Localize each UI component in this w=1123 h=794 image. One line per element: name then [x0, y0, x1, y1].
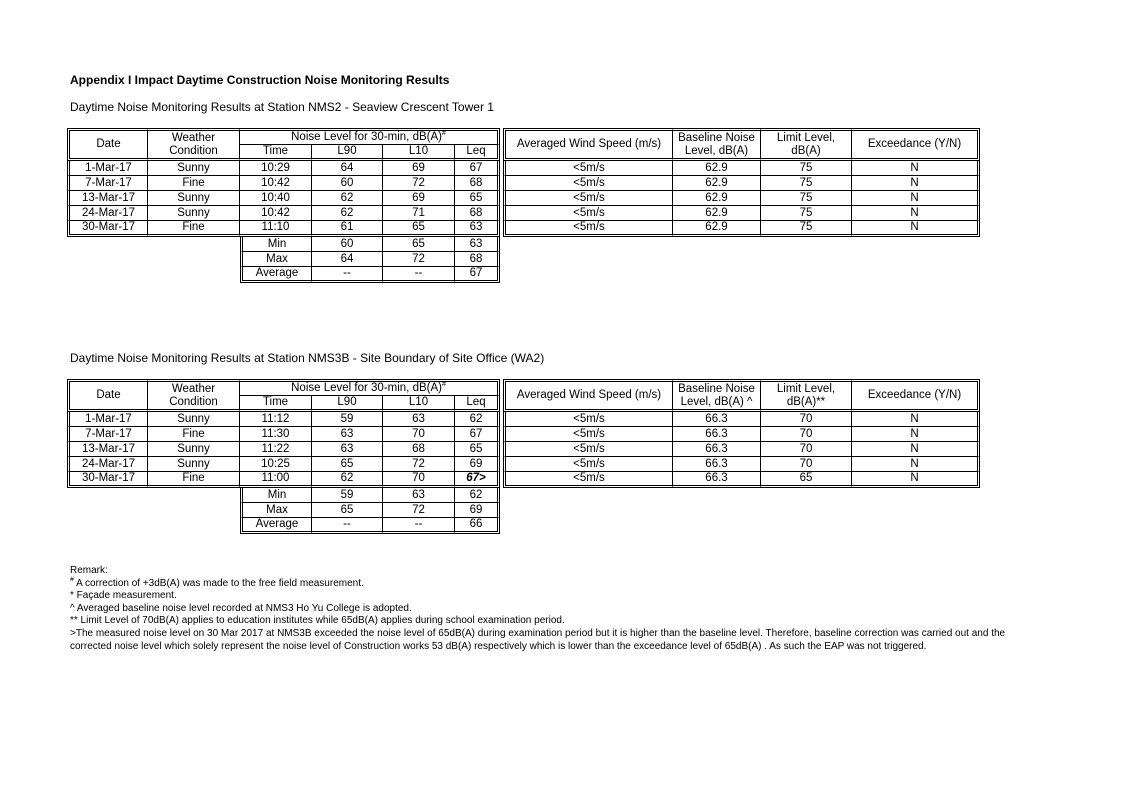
cell-leq: 69 [455, 503, 500, 518]
cell-wind: <5m/s [503, 472, 673, 488]
cell-weather: Sunny [148, 457, 240, 472]
cell-l10: 65 [383, 221, 455, 237]
header-l90: L90 [312, 145, 383, 161]
cell-limit: 75 [761, 221, 852, 237]
cell-weather: Fine [148, 472, 240, 488]
cell-time: 11:00 [240, 472, 312, 488]
cell-baseline: 66.3 [673, 427, 761, 442]
cell-limit: 75 [761, 161, 852, 176]
stats-row-max [67, 252, 980, 267]
cell-baseline: 62.9 [673, 176, 761, 191]
cell-exceed: N [852, 221, 980, 237]
cell-leq: 63 [455, 237, 500, 252]
cell-date: 7-Mar-17 [67, 176, 148, 191]
cell-limit: 65 [761, 472, 852, 488]
remark-facade: * Façade measurement. [70, 590, 177, 602]
cell-exceed: N [852, 161, 980, 176]
cell-l10: 72 [383, 176, 455, 191]
cell-l10: 71 [383, 206, 455, 221]
cell-limit: 70 [761, 427, 852, 442]
cell-wind: <5m/s [503, 191, 673, 206]
header-wind-speed: Averaged Wind Speed (m/s) [503, 379, 673, 412]
cell-leq: 67 [455, 161, 500, 176]
stats-row-min [67, 488, 980, 503]
cell-l10: 68 [383, 442, 455, 457]
cell-time: 11:22 [240, 442, 312, 457]
table-row [67, 206, 980, 221]
header-limit-line1: Limit Level, [761, 379, 852, 396]
cell-baseline: 66.3 [673, 457, 761, 472]
cell-leq: 66 [455, 518, 500, 534]
table-row [67, 221, 980, 237]
header-l10: L10 [383, 145, 455, 161]
cell-leq: 68 [455, 252, 500, 267]
cell-l10: 69 [383, 161, 455, 176]
header-weather-line2: Condition [148, 396, 240, 412]
cell-leq: 62 [455, 488, 500, 503]
header-exceedance: Exceedance (Y/N) [852, 128, 980, 161]
cell-weather: Sunny [148, 206, 240, 221]
remark-baseline: ^ Averaged baseline noise level recorded at NMS3 Ho Yu College is adopted. [70, 602, 412, 614]
stats-row-average [67, 267, 980, 283]
cell-weather: Sunny [148, 191, 240, 206]
cell-date: 7-Mar-17 [67, 427, 148, 442]
header-noise-level: Noise Level for 30-min, dB(A)# [240, 128, 500, 145]
cell-leq: 69 [455, 457, 500, 472]
cell-weather: Sunny [148, 161, 240, 176]
cell-date: 13-Mar-17 [67, 442, 148, 457]
cell-wind: <5m/s [503, 206, 673, 221]
table-row [67, 472, 980, 488]
cell-l90: 59 [312, 488, 383, 503]
cell-time: 11:10 [240, 221, 312, 237]
cell-l10: 70 [383, 427, 455, 442]
cell-l90: 63 [312, 442, 383, 457]
cell-l90: 62 [312, 206, 383, 221]
page-title: Appendix I Impact Daytime Construction Noise Monitoring Results [70, 73, 450, 87]
header-weather-line1: Weather [148, 128, 240, 145]
cell-weather: Fine [148, 427, 240, 442]
header-baseline-line1: Baseline Noise [673, 379, 761, 396]
cell-limit: 70 [761, 412, 852, 427]
header-baseline-line2: Level, dB(A) [673, 145, 761, 161]
cell-l10: 72 [383, 503, 455, 518]
cell-baseline: 62.9 [673, 221, 761, 237]
cell-time: 11:30 [240, 427, 312, 442]
cell-wind: <5m/s [503, 412, 673, 427]
header-baseline-line1: Baseline Noise [673, 128, 761, 145]
cell-l90: 62 [312, 472, 383, 488]
cell-limit: 75 [761, 176, 852, 191]
cell-leq: 67 [455, 267, 500, 283]
remark-limit-level: ** Limit Level of 70dB(A) applies to education institutes while 65dB(A) applies during school examination period. [70, 615, 565, 627]
header-exceedance: Exceedance (Y/N) [852, 379, 980, 412]
cell-l10: 72 [383, 252, 455, 267]
table-row [67, 442, 980, 457]
stats-row-max [67, 503, 980, 518]
cell-baseline: 66.3 [673, 472, 761, 488]
cell-wind: <5m/s [503, 176, 673, 191]
cell-l10: -- [383, 267, 455, 283]
cell-0: Min [240, 488, 312, 503]
table-row [67, 427, 980, 442]
cell-l90: 60 [312, 237, 383, 252]
cell-time: 10:29 [240, 161, 312, 176]
cell-l10: 70 [383, 472, 455, 488]
cell-l90: 61 [312, 221, 383, 237]
cell-2: Average [240, 267, 312, 283]
cell-date: 30-Mar-17 [67, 472, 148, 488]
cell-2: Average [240, 518, 312, 534]
cell-leq: 65 [455, 191, 500, 206]
cell-time: 10:25 [240, 457, 312, 472]
cell-l90: -- [312, 518, 383, 534]
stats-row-average [67, 518, 980, 534]
header-l10: L10 [383, 396, 455, 412]
cell-wind: <5m/s [503, 457, 673, 472]
cell-l10: 63 [383, 412, 455, 427]
cell-limit: 70 [761, 442, 852, 457]
remarks-heading: Remark: [70, 565, 108, 576]
header-time: Time [240, 145, 312, 161]
cell-limit: 75 [761, 206, 852, 221]
cell-date: 30-Mar-17 [67, 221, 148, 237]
cell-l90: 64 [312, 161, 383, 176]
cell-baseline: 66.3 [673, 442, 761, 457]
cell-limit: 70 [761, 457, 852, 472]
noise-table-nms3b [67, 379, 980, 534]
cell-baseline: 62.9 [673, 191, 761, 206]
table-row [67, 176, 980, 191]
cell-0: Min [240, 237, 312, 252]
cell-wind: <5m/s [503, 161, 673, 176]
cell-date: 1-Mar-17 [67, 161, 148, 176]
cell-l90: 65 [312, 503, 383, 518]
cell-l90: 64 [312, 252, 383, 267]
noise-table-nms2 [67, 128, 980, 283]
cell-limit: 75 [761, 191, 852, 206]
cell-time: 10:40 [240, 191, 312, 206]
header-limit-line1: Limit Level, [761, 128, 852, 145]
cell-leq: 65 [455, 442, 500, 457]
cell-exceed: N [852, 412, 980, 427]
header-limit-line2: dB(A) [761, 145, 852, 161]
cell-baseline: 66.3 [673, 412, 761, 427]
cell-baseline: 62.9 [673, 206, 761, 221]
cell-l90: 65 [312, 457, 383, 472]
cell-weather: Sunny [148, 442, 240, 457]
remark-exceedance-note: >The measured noise level on 30 Mar 2017 at NMS3B exceeded the noise level of 65dB(A) during examination period but it is higher than the baseline level. Therefore, baseline correction was carried out and the corrected noise level which solely represent the noise level of Construction works 53 dB(A) respectively which is lower than the exceedance level of 65dB(A) . As such the EAP was not triggered. [70, 627, 1006, 652]
header-time: Time [240, 396, 312, 412]
cell-time: 10:42 [240, 176, 312, 191]
cell-exceed: N [852, 427, 980, 442]
cell-wind: <5m/s [503, 221, 673, 237]
cell-date: 24-Mar-17 [67, 457, 148, 472]
header-leq: Leq [455, 396, 500, 412]
exceeding-leq-value: 67> [455, 472, 500, 488]
cell-wind: <5m/s [503, 427, 673, 442]
cell-exceed: N [852, 457, 980, 472]
cell-leq: 62 [455, 412, 500, 427]
header-date: Date [67, 128, 148, 161]
cell-l10: 72 [383, 457, 455, 472]
stats-row-min [67, 237, 980, 252]
cell-1: Max [240, 252, 312, 267]
remarks-section [70, 565, 1030, 653]
table-row [67, 191, 980, 206]
header-limit-line2: dB(A)** [761, 396, 852, 412]
cell-exceed: N [852, 176, 980, 191]
cell-exceed: N [852, 442, 980, 457]
cell-l10: 69 [383, 191, 455, 206]
cell-time: 11:12 [240, 412, 312, 427]
header-l90: L90 [312, 396, 383, 412]
remark-correction: # A correction of +3dB(A) was made to the free field measurement. [70, 576, 364, 589]
cell-date: 24-Mar-17 [67, 206, 148, 221]
cell-date: 13-Mar-17 [67, 191, 148, 206]
cell-date: 1-Mar-17 [67, 412, 148, 427]
cell-l10: 63 [383, 488, 455, 503]
header-wind-speed: Averaged Wind Speed (m/s) [503, 128, 673, 161]
cell-exceed: N [852, 191, 980, 206]
cell-weather: Fine [148, 221, 240, 237]
cell-leq: 67 [455, 427, 500, 442]
table1-caption: Daytime Noise Monitoring Results at Station NMS2 - Seaview Crescent Tower 1 [70, 100, 494, 114]
cell-leq: 68 [455, 176, 500, 191]
cell-l10: -- [383, 518, 455, 534]
cell-baseline: 62.9 [673, 161, 761, 176]
cell-weather: Fine [148, 176, 240, 191]
cell-l90: 62 [312, 191, 383, 206]
cell-l90: 59 [312, 412, 383, 427]
header-weather-line1: Weather [148, 379, 240, 396]
cell-1: Max [240, 503, 312, 518]
table2-caption: Daytime Noise Monitoring Results at Station NMS3B - Site Boundary of Site Office (WA2) [70, 351, 545, 365]
header-baseline-line2: Level, dB(A) ^ [673, 396, 761, 412]
header-weather-line2: Condition [148, 145, 240, 161]
cell-exceed: N [852, 206, 980, 221]
cell-l10: 65 [383, 237, 455, 252]
header-noise-level: Noise Level for 30-min, dB(A)# [240, 379, 500, 396]
table-row [67, 161, 980, 176]
cell-l90: -- [312, 267, 383, 283]
header-date: Date [67, 379, 148, 412]
cell-exceed: N [852, 472, 980, 488]
cell-wind: <5m/s [503, 442, 673, 457]
table-row [67, 412, 980, 427]
cell-l90: 63 [312, 427, 383, 442]
table-row [67, 457, 980, 472]
cell-weather: Sunny [148, 412, 240, 427]
header-leq: Leq [455, 145, 500, 161]
cell-leq: 63 [455, 221, 500, 237]
cell-time: 10:42 [240, 206, 312, 221]
cell-l90: 60 [312, 176, 383, 191]
cell-leq: 68 [455, 206, 500, 221]
